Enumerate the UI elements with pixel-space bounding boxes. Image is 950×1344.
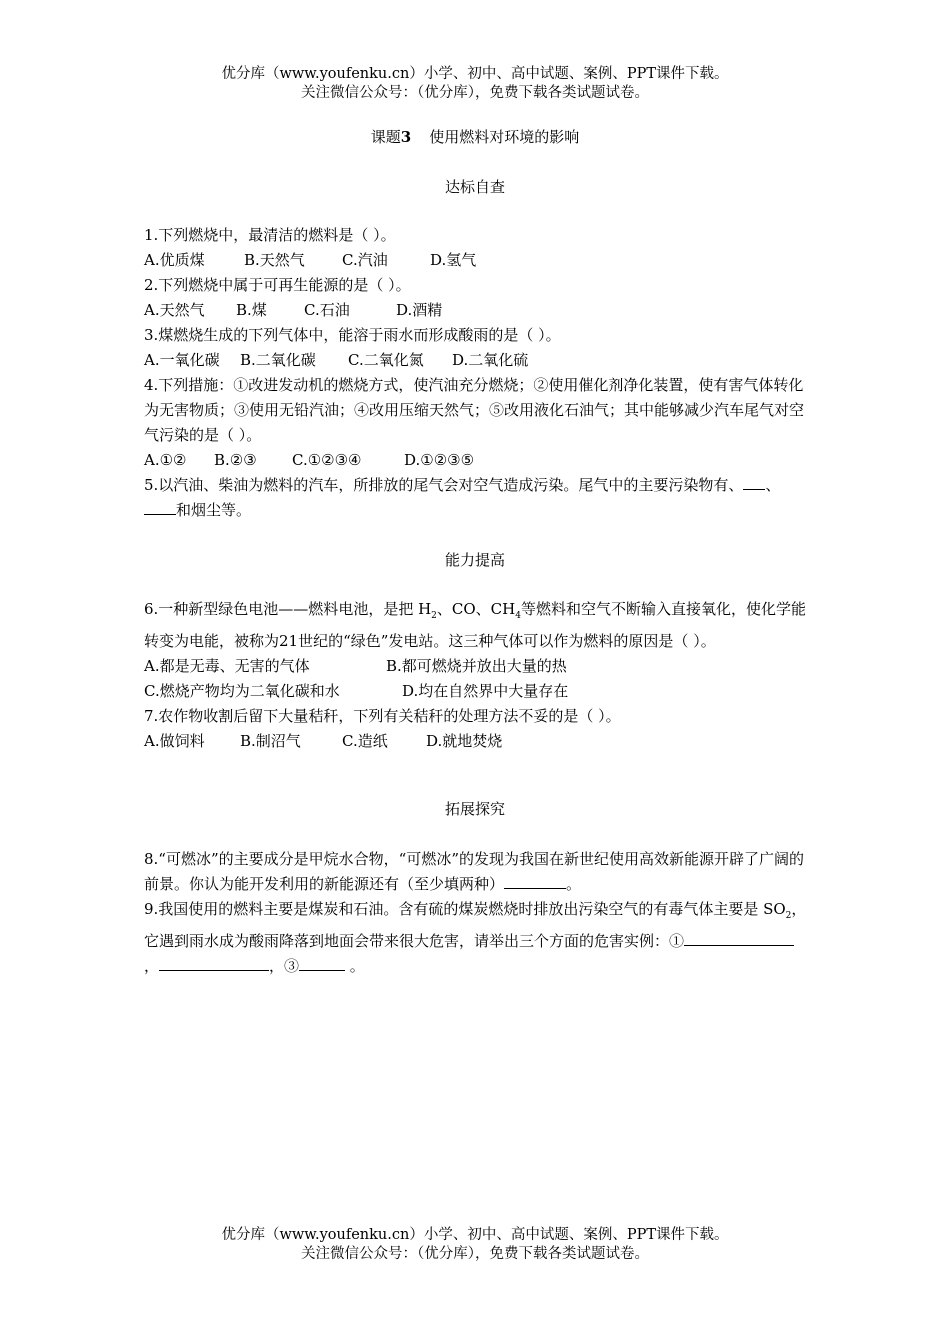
question-3-options [144,348,808,373]
q6-option-b: B.都可燃烧并放出大量的热 [386,657,567,675]
question-1-options [144,248,808,273]
question-2: 2.下列燃烧中属于可再生能源的是（ ）。 [144,276,411,294]
q3-option-a: A.一氧化碳 [144,351,220,369]
q1-option-a: A.优质煤 [144,251,205,269]
footer-line-1: 优分库（www.youfenku.cn）小学、初中、高中试题、案例、PPT课件下载。 [221,1227,729,1243]
q5-blank-1[interactable] [743,473,765,490]
question-2-options [144,298,808,323]
question-4-options [144,448,808,473]
header-line-2: 关注微信公众号：（优分库），免费下载各类试题试卷。 [301,85,649,101]
question-4: 4.下列措施：①改进发动机的燃烧方式，使汽油充分燃烧；②使用催化剂净化装置，使有害气体转化为无害物质；③使用无铅汽油；④改用压缩天然气；⑤改用液化石油气；其中能够减少汽车尾气对空气污染的是（ ）。 [144,376,805,444]
q1-option-d: D.氢气 [430,251,477,269]
q4-option-c: C.①②③④ [292,451,362,469]
section-heading-2: 能力提高 [444,551,505,569]
section-2-questions [144,597,808,754]
q2-option-d: D.酒精 [396,301,443,319]
q1-option-b: B.天然气 [244,251,305,269]
question-5: 5.以汽油、柴油为燃料的汽车，所排放的尾气会对空气造成污染。尾气中的主要污染物有、 、和烟尘等。 [144,473,808,523]
q9-blank-2[interactable] [159,954,269,971]
q2-option-c: C.石油 [304,301,350,319]
page-header [0,65,950,103]
q7-option-a: A.做饲料 [144,732,205,750]
q8-blank[interactable] [504,872,566,889]
footer-line-2: 关注微信公众号：（优分库），免费下载各类试题试卷。 [301,1246,649,1262]
question-1: 1.下列燃烧中，最清洁的燃料是（ ）。 [144,226,396,244]
question-6: 6.一种新型绿色电池——燃料电池，是把 $H_2$、CO、$CH_4$等燃料和空气不断输入直接氧化，使化学能转变为电能，被称为21世纪的“绿色”发电站。这三种气体可以作为燃料的原因是（ ）。 [144,600,806,650]
q4-option-a: A.①② [144,451,187,469]
title-text: 使用燃料对环境的影响 [429,128,580,146]
q4-option-d: D.①②③⑤ [404,451,475,469]
q7-option-c: C.造纸 [342,732,388,750]
q2-option-a: A.天然气 [144,301,205,319]
question-3: 3.煤燃烧生成的下列气体中，能溶于雨水而形成酸雨的是（ ）。 [144,326,561,344]
q1-option-c: C.汽油 [342,251,388,269]
title-number: 3 [400,128,412,146]
q3-option-d: D.二氧化硫 [452,351,529,369]
section-1-questions [144,223,808,523]
page-footer [0,1226,950,1264]
question-6-options-row-1 [144,654,808,679]
q6-option-a: A.都是无毒、无害的气体 [144,657,310,675]
question-8: 8.“可燃冰”的主要成分是甲烷水合物，“可燃冰”的发现为我国在新世纪使用高效新能源开辟了广阔的前景。你认为能开发利用的新能源还有（至少填两种） 。 [144,850,804,893]
q9-blank-3[interactable] [299,954,345,971]
section-3-questions [144,847,808,979]
header-line-1: 优分库（www.youfenku.cn）小学、初中、高中试题、案例、PPT课件下载。 [221,66,729,82]
question-7: 7.农作物收割后留下大量秸秆，下列有关秸秆的处理方法不妥的是（ ）。 [144,707,621,725]
q9-blank-1[interactable] [684,929,794,946]
q6-option-d: D.均在自然界中大量存在 [402,682,569,700]
q6-option-c: C.燃烧产物均为二氧化碳和水 [144,682,340,700]
title-prefix: 课题 [370,128,401,146]
q7-option-d: D.就地焚烧 [426,732,503,750]
q3-option-b: B.二氧化碳 [240,351,316,369]
q7-option-b: B.制沼气 [240,732,301,750]
q4-option-b: B.②③ [214,451,257,469]
section-heading-1: 达标自查 [444,178,505,196]
question-6-options-row-2 [144,679,808,704]
section-heading-3: 拓展探究 [444,800,505,818]
question-9: 9.我国使用的燃料主要是煤炭和石油。含有硫的煤炭燃烧时排放出污染空气的有毒气体主要是 $SO_2$，它遇到雨水成为酸雨降落到地面会带来很大危害，请举出三个方面的危害实例：①， ，③ 。 [144,900,807,975]
lesson-title [0,126,950,147]
question-7-options [144,729,808,754]
q2-option-b: B.煤 [236,301,267,319]
q3-option-c: C.二氧化氮 [348,351,424,369]
q5-blank-2[interactable] [144,498,176,515]
